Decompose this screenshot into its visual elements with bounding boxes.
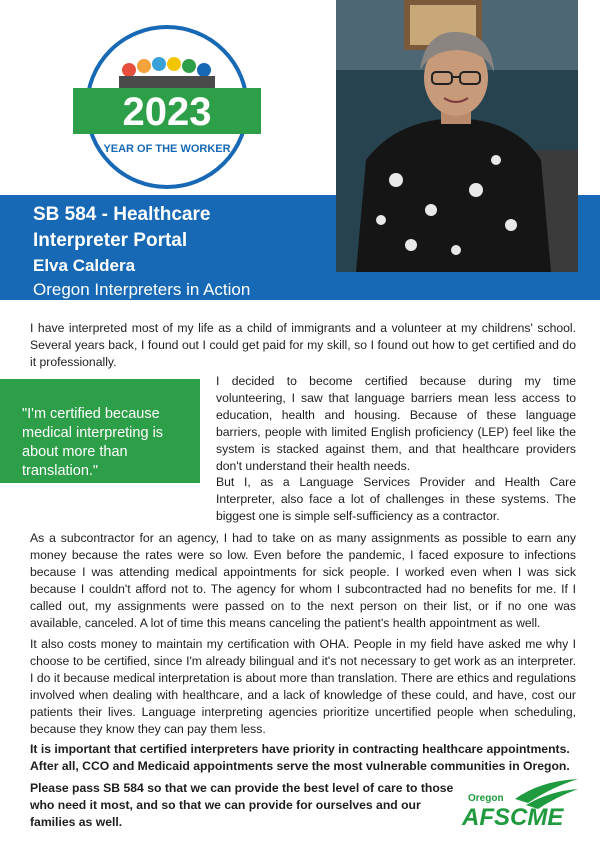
paragraph-challenges: But I, as a Language Services Provider and Health Care Interpreter, also face a lot of challenges in these systems. The biggest one is simple self-sufficiency as a contractor. bbox=[216, 475, 576, 523]
banner-text bbox=[33, 202, 250, 302]
paragraph-subcontractor: As a subcontractor for an agency, I had to take on as many assignments as possible to earn any money because the rates were so low. Even before the pandemic, I faced exposure to infections because I was attending medical appointments for sick people. I worked even when I was sick because I couldn't afford not to. The agency for whom I subcontracted had no benefits for me. If I called out, my assignments were passed on to the next person on their list, or if no one was available, canceled. A lot of time this means canceling the patient's health appointment as well. bbox=[30, 531, 576, 630]
afscme-region: Oregon bbox=[468, 793, 504, 804]
pull-quote: "I'm certified because medical interpreting is about more than translation." bbox=[22, 406, 164, 479]
paragraph-costs: It also costs money to maintain my certification with OHA. People in my field have asked me why I choose to be certified, since I'm already bilingual and it's not necessary to get work as an interpreter. I do it because medical interpretation is about more than translation. There are ethics and regulations involved when dealing with healthcare, and a lack of knowledge of these could, and have, cost our patients their lives. Language interpreting agencies prioritize uncertified people when scheduling, because they know they can pay them less. bbox=[30, 637, 576, 736]
logo-year: 2023 bbox=[122, 90, 212, 134]
logo-tagline: YEAR OF THE WORKER bbox=[103, 143, 231, 155]
call-to-action: Please pass SB 584 so that we can provide the best level of care to those who need it most, and so that we can provide for ourselves and our families as well. bbox=[30, 781, 454, 829]
bold-statement: It is important that certified interpreters have priority in contracting healthcare appointments. After all, CCO and Medicaid appointments serve the most vulnerable communities in Oregon. bbox=[30, 742, 570, 773]
paragraph-intro: I have interpreted most of my life as a child of immigrants and a volunteer at my childrens' school. Several years back, I found out I could get paid for my skill, so I found out how to get certified and do it professionally. bbox=[30, 321, 576, 369]
afscme-logo bbox=[460, 777, 580, 831]
page-title-line2: Interpreter Portal bbox=[33, 230, 188, 251]
afscme-name: AFSCME bbox=[462, 804, 564, 831]
page-title-line1: SB 584 - Healthcare bbox=[33, 204, 211, 225]
portrait-photo bbox=[336, 0, 578, 272]
paragraph-certification: I decided to become certified because during my time volunteering, I saw that language barriers mean less access to education, health and housing. Because of these language barriers, people with limited English proficiency (LEP) feel like the system is stacked against them, and that healthcare providers don't understand their health needs. bbox=[216, 374, 576, 473]
page-subtitle: Oregon Interpreters in Action bbox=[33, 280, 251, 299]
author-name: Elva Caldera bbox=[33, 256, 136, 275]
year-of-the-worker-logo bbox=[67, 12, 267, 192]
